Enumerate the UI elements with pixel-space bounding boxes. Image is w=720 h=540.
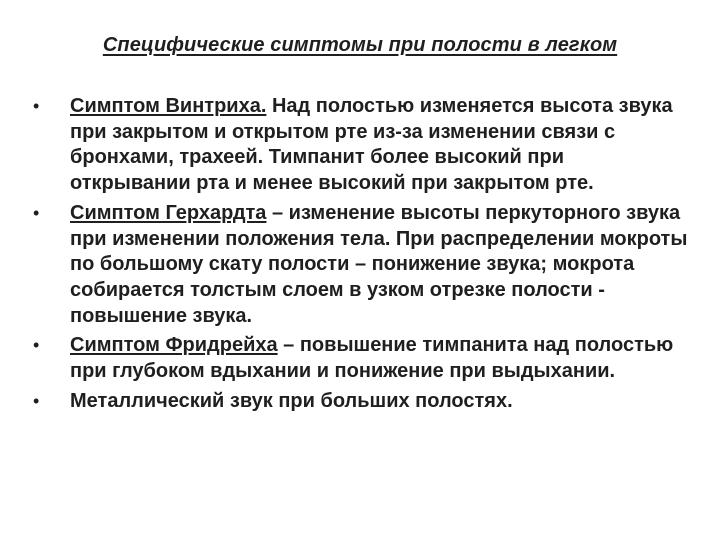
bullet-item-gerhardt	[30, 201, 690, 330]
bullet-term: Симптом Герхардта	[70, 201, 267, 224]
bullet-list	[30, 94, 690, 418]
bullet-text: – изменение высоты перкуторного звука при изменении положения тела. При распределении мокроты по большому скату полости – понижение звука; мокрота собирается толстым слоем в узком отрезке полости - повышение звука.	[70, 201, 688, 327]
bullet-dot-icon: •	[33, 390, 40, 411]
bullet-dot-icon: •	[33, 335, 40, 356]
bullet-term: Симптом Винтриха.	[70, 95, 267, 117]
bullet-item-metallic-sound	[30, 389, 690, 415]
bullet-item-friedreich	[30, 333, 690, 384]
bullet-text: Металлический звук при больших полостях.	[70, 389, 513, 412]
bullet-item-wintrich	[30, 94, 690, 197]
bullet-text: – повышение тимпанита над полостью при глубоком вдыхании и понижение при выдыхании.	[70, 334, 674, 383]
bullet-term: Симптом Фридрейха	[70, 334, 278, 357]
bullet-dot-icon: •	[33, 96, 40, 116]
bullet-dot-icon: •	[33, 202, 40, 223]
bullet-text: Над полостью изменяется высота звука при закрытом и открытом рте из-за изменении связи с бронхами, трахеей. Тимпанит более высокий при открывании рта и менее высокий при закрытом рте.	[70, 95, 673, 195]
slide-title: Специфические симптомы при полости в легком	[102, 34, 618, 56]
